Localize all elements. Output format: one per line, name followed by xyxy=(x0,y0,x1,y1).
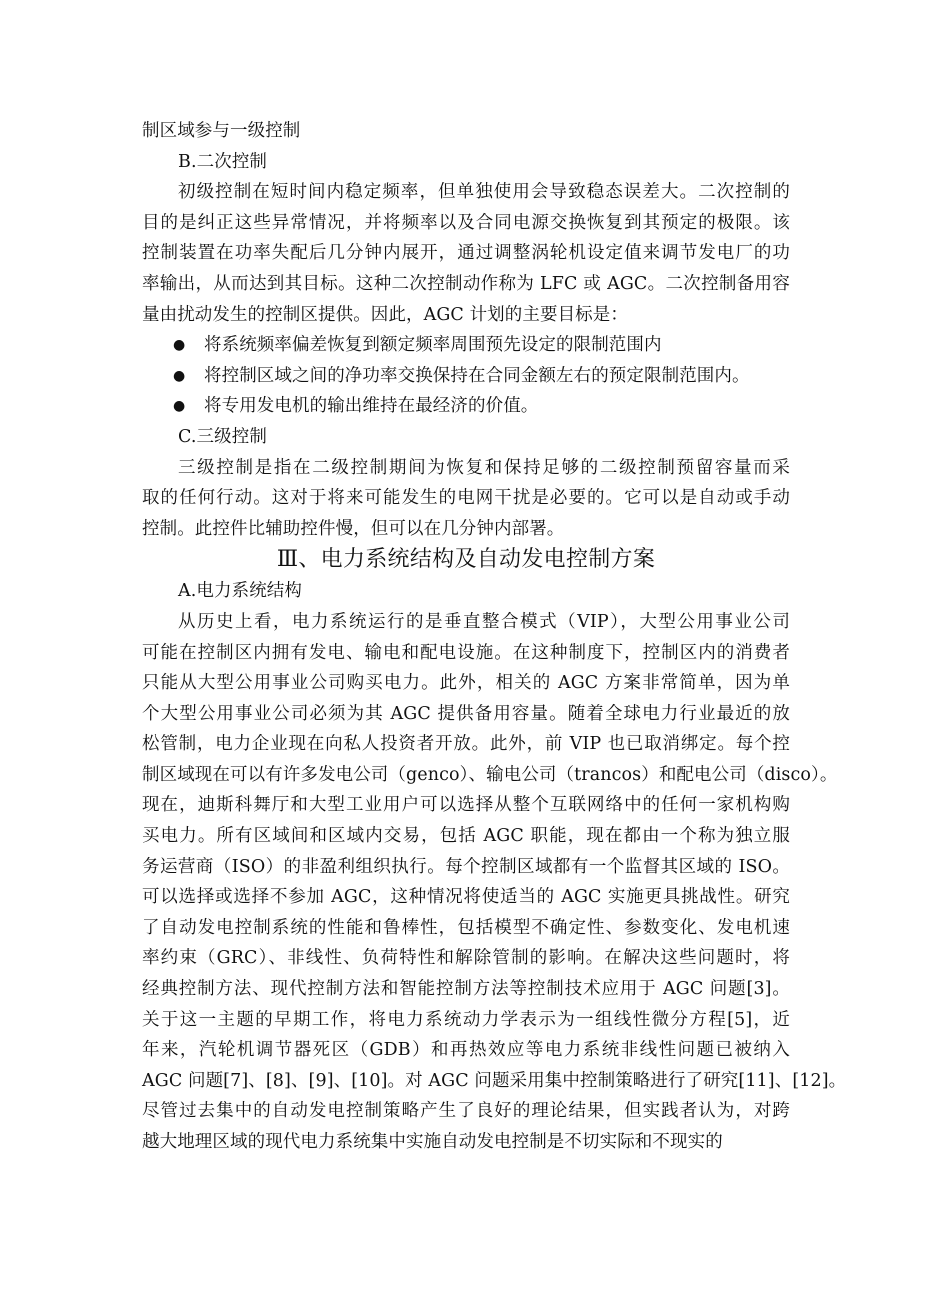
paragraph-line: 关于这一主题的早期工作，将电力系统动力学表示为一组线性微分方程[5]，近 xyxy=(142,1009,790,1030)
paragraph-line: 率约束（GRC）、非线性、负荷特性和解除管制的影响。在解决这些问题时，将 xyxy=(142,948,790,969)
paragraph-line: 经典控制方法、现代控制方法和智能控制方法等控制技术应用于 AGC 问题[3]。 xyxy=(142,979,790,1000)
paragraph-line: 务运营商（ISO）的非盈利组织执行。每个控制区域都有一个监督其区域的 ISO。 xyxy=(142,856,790,877)
paragraph-line: 可能在控制区内拥有发电、输电和配电设施。在这种制度下，控制区内的消费者 xyxy=(142,642,790,663)
paragraph-line: 买电力。所有区域间和区域内交易，包括 AGC 职能，现在都由一个称为独立服 xyxy=(142,826,790,847)
paragraph-line: AGC 问题[7]、[8]、[9]、[10]。对 AGC 问题采用集中控制策略进行了研究[11]、[12]。 xyxy=(142,1070,847,1091)
list-item xyxy=(142,361,790,392)
paragraph-line: 可以选择或选择不参加 AGC，这种情况将使适当的 AGC 实施更具挑战性。研究 xyxy=(142,887,790,908)
paragraph-line: 越大地理区域的现代电力系统集中实施自动发电控制是不切实际和不现实的 xyxy=(142,1132,723,1152)
paragraph-line: 了自动发电控制系统的性能和鲁棒性，包括模型不确定性、参数变化、发电机速 xyxy=(142,917,790,938)
paragraph-line: 年来，汽轮机调节器死区（GDB）和再热效应等电力系统非线性问题已被纳入 xyxy=(142,1040,790,1061)
paragraph-line: 个大型公用事业公司必须为其 AGC 提供备用容量。随着全球电力行业最近的放 xyxy=(142,703,790,724)
paragraph-line: 量由扰动发生的控制区提供。因此，AGC 计划的主要目标是： xyxy=(142,304,628,325)
bullet-icon: ● xyxy=(173,337,186,354)
document-page xyxy=(142,116,847,1158)
paragraph-line: 取的任何行动。这对于将来可能发生的电网干扰是必要的。它可以是自动或手动 xyxy=(142,488,790,509)
paragraph-line: 尽管过去集中的自动发电控制策略产生了良好的理论结果，但实践者认为，对跨 xyxy=(142,1101,790,1122)
paragraph-line: 松管制，电力企业现在向私人投资者开放。此外，前 VIP 也已取消绑定。每个控 xyxy=(142,734,790,755)
paragraph-line: 制区域参与一级控制 xyxy=(142,121,301,141)
list-item xyxy=(142,391,790,422)
list-item xyxy=(142,330,790,361)
subheading-power-system-structure: A.电力系统结构 xyxy=(178,581,303,602)
paragraph-line: 控制。此控件比辅助控件慢，但可以在几分钟内部署。 xyxy=(142,518,565,539)
paragraph-line: 只能从大型公用事业公司购买电力。此外，相关的 AGC 方案非常简单，因为单 xyxy=(142,673,790,694)
paragraph-line: 目的是纠正这些异常情况，并将频率以及合同电源交换恢复到其预定的极限。该 xyxy=(142,212,790,233)
list-item-text: 将控制区域之间的净功率交换保持在合同金额左右的预定限制范围内。 xyxy=(204,365,750,386)
paragraph-line: 三级控制是指在二级控制期间为恢复和保持足够的二级控制预留容量而采 xyxy=(178,457,790,478)
paragraph-line: 控制装置在功率失配后几分钟内展开，通过调整涡轮机设定值来调节发电厂的功 xyxy=(142,243,790,264)
bullet-icon: ● xyxy=(173,367,186,384)
subheading-tertiary-control: C.三级控制 xyxy=(178,426,267,447)
bullet-icon: ● xyxy=(173,398,186,415)
list-item-text: 将系统频率偏差恢复到额定频率周围预先设定的限制范围内 xyxy=(204,335,662,356)
list-item-text: 将专用发电机的输出维持在最经济的价值。 xyxy=(204,396,539,417)
section-heading: Ⅲ、电力系统结构及自动发电控制方案 xyxy=(276,547,656,573)
paragraph-line: 率输出，从而达到其目标。这种二次控制动作称为 LFC 或 AGC。二次控制备用容 xyxy=(142,273,790,294)
paragraph-line: 初级控制在短时间内稳定频率，但单独使用会导致稳态误差大。二次控制的 xyxy=(178,182,790,203)
subheading-secondary-control: B.二次控制 xyxy=(178,151,268,172)
paragraph-line: 制区域现在可以有许多发电公司（genco）、输电公司（trancos）和配电公司（disco）。 xyxy=(142,764,838,785)
paragraph-line: 现在，迪斯科舞厅和大型工业用户可以选择从整个互联网络中的任何一家机构购 xyxy=(142,795,790,816)
paragraph-line: 从历史上看，电力系统运行的是垂直整合模式（VIP），大型公用事业公司 xyxy=(178,611,790,632)
